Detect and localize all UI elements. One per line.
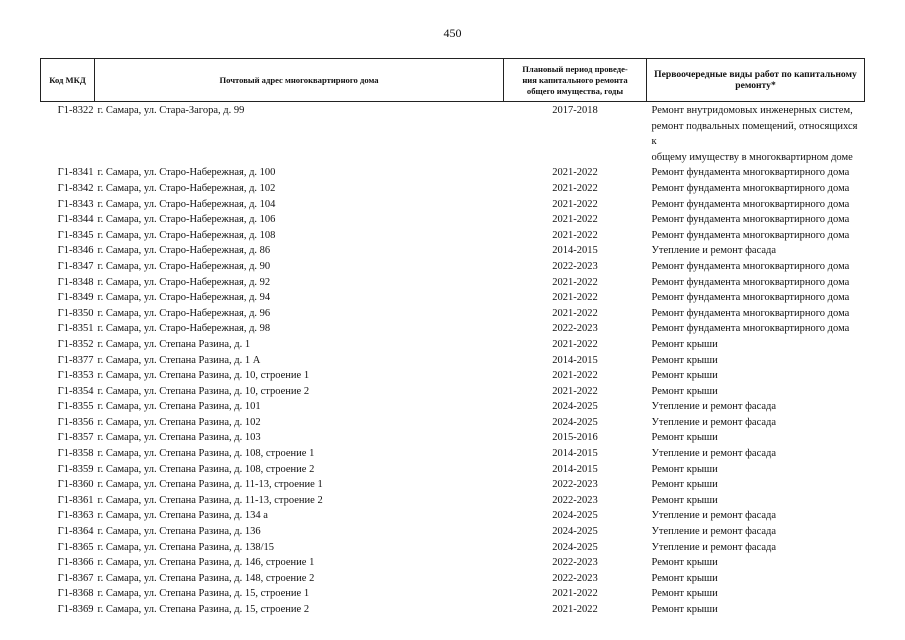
row-address: г. Самара, ул. Стара-Загора, д. 99 — [97, 105, 245, 116]
row-address: г. Самара, ул. Степана Разина, д. 11-13, строение 2 — [97, 494, 323, 506]
row-works — [647, 430, 865, 446]
row-period: 2022-2023 — [552, 479, 598, 491]
row-works-line: Ремонт крыши — [651, 385, 718, 397]
row-works-line: Ремонт фундамента многоквартирного дома — [651, 307, 850, 319]
header-works — [647, 59, 865, 102]
capital-repair-table — [40, 58, 865, 618]
header-row — [41, 59, 865, 102]
table-row — [41, 212, 865, 228]
table-row — [41, 243, 865, 259]
row-address: г. Самара, ул. Старо-Набережная, д. 98 — [97, 323, 271, 335]
header-period — [504, 59, 647, 102]
row-code: Г1-8343 — [57, 198, 94, 210]
table-row — [41, 399, 865, 415]
row-period: 2024-2025 — [552, 510, 598, 522]
row-code: Г1-8369 — [57, 604, 94, 615]
header-address: Почтовый адрес многоквартирного дома — [95, 59, 504, 102]
row-works-line: Ремонт крыши — [651, 572, 718, 584]
table-row — [41, 508, 865, 524]
table-row — [41, 602, 865, 618]
row-address: г. Самара, ул. Старо-Набережная, д. 94 — [97, 292, 271, 304]
row-period: 2024-2025 — [552, 526, 598, 538]
row-works — [647, 228, 865, 244]
row-period: 2021-2022 — [552, 182, 598, 194]
row-period: 2024-2025 — [552, 401, 598, 413]
row-period: 2021-2022 — [552, 229, 598, 241]
row-period: 2021-2022 — [552, 307, 598, 319]
row-works — [647, 290, 865, 306]
row-address: г. Самара, ул. Степана Разина, д. 108, строение 1 — [97, 448, 315, 460]
row-code: Г1-8368 — [57, 588, 94, 600]
row-works-line: Ремонт крыши — [651, 604, 718, 615]
row-works — [647, 243, 865, 259]
row-works-line: Утепление и ремонт фасада — [651, 526, 777, 538]
row-works-line: Ремонт крыши — [651, 354, 718, 366]
header-works-line: ремонту* — [735, 80, 776, 91]
row-code: Г1-8349 — [57, 292, 94, 304]
row-code: Г1-8322 — [57, 105, 94, 116]
header-works-line: Первоочередные виды работ по капитальному — [654, 69, 857, 80]
row-code: Г1-8359 — [57, 463, 94, 475]
row-works — [647, 555, 865, 571]
row-works-line: Ремонт фундамента многоквартирного дома — [651, 167, 850, 179]
table-row — [41, 384, 865, 400]
row-address: г. Самара, ул. Степана Разина, д. 138/15 — [97, 541, 275, 553]
table-row — [41, 462, 865, 478]
table-row — [41, 446, 865, 462]
row-works-line: Ремонт фундамента многоквартирного дома — [651, 260, 850, 272]
row-works-line: Ремонт крыши — [651, 370, 718, 382]
table-row — [41, 165, 865, 181]
table-row — [41, 493, 865, 509]
row-period: 2014-2015 — [552, 463, 598, 475]
row-works — [647, 353, 865, 369]
row-address: г. Самара, ул. Старо-Набережная, д. 92 — [97, 276, 271, 288]
row-works — [647, 165, 865, 181]
row-address: г. Самара, ул. Старо-Набережная, д. 90 — [97, 260, 271, 272]
table-row — [41, 555, 865, 571]
row-address: г. Самара, ул. Старо-Набережная, д. 106 — [97, 214, 276, 226]
row-address: г. Самара, ул. Степана Разина, д. 10, строение 1 — [97, 370, 310, 382]
row-works-line: Утепление и ремонт фасада — [651, 245, 777, 257]
row-works — [647, 102, 865, 166]
table-row — [41, 306, 865, 322]
row-works — [647, 524, 865, 540]
row-works-line: Ремонт крыши — [651, 588, 718, 600]
row-address: г. Самара, ул. Степана Разина, д. 10, строение 2 — [97, 385, 310, 397]
row-works-line: Ремонт фундамента многоквартирного дома — [651, 182, 850, 194]
row-period: 2022-2023 — [552, 323, 598, 335]
row-address: г. Самара, ул. Старо-Набережная, д. 108 — [97, 229, 276, 241]
row-code: Г1-8347 — [57, 260, 94, 272]
row-code: Г1-8354 — [57, 385, 94, 397]
row-address: г. Самара, ул. Степана Разина, д. 102 — [97, 416, 261, 428]
row-code: Г1-8350 — [57, 307, 94, 319]
table-row — [41, 197, 865, 213]
row-address: г. Самара, ул. Степана Разина, д. 15, строение 1 — [97, 588, 310, 600]
row-works — [647, 602, 865, 618]
row-code: Г1-8341 — [57, 167, 94, 179]
row-works-line: Утепление и ремонт фасада — [651, 416, 777, 428]
row-works — [647, 337, 865, 353]
row-works — [647, 275, 865, 291]
row-code: Г1-8348 — [57, 276, 94, 288]
row-works-line: общему имуществу в многоквартирном доме — [651, 151, 853, 163]
row-works-line: ремонт подвальных помещений, относящихся к — [651, 120, 858, 148]
row-code: Г1-8358 — [57, 448, 94, 460]
row-period: 2024-2025 — [552, 416, 598, 428]
row-code: Г1-8361 — [57, 494, 94, 506]
row-address: г. Самара, ул. Старо-Набережная, д. 100 — [97, 167, 276, 179]
row-works — [647, 415, 865, 431]
row-address: г. Самара, ул. Старо-Набережная, д. 102 — [97, 182, 276, 194]
table-row — [41, 415, 865, 431]
table-row — [41, 353, 865, 369]
row-works-line: Ремонт фундамента многоквартирного дома — [651, 323, 850, 335]
table-row — [41, 337, 865, 353]
row-code: Г1-8363 — [57, 510, 94, 522]
row-code: Г1-8366 — [57, 557, 94, 569]
row-code: Г1-8346 — [57, 245, 94, 257]
row-works-line: Ремонт крыши — [651, 557, 718, 569]
row-period: 2014-2015 — [552, 245, 598, 257]
row-period: 2021-2022 — [552, 198, 598, 210]
table-row — [41, 524, 865, 540]
table-row — [41, 275, 865, 291]
row-works-line: Ремонт крыши — [651, 479, 718, 491]
row-works-line: Утепление и ремонт фасада — [651, 401, 777, 413]
row-works — [647, 368, 865, 384]
row-works — [647, 181, 865, 197]
table-row — [41, 368, 865, 384]
row-works-line: Ремонт фундамента многоквартирного дома — [651, 292, 850, 304]
header-code: Код МКД — [41, 59, 95, 102]
row-address: г. Самара, ул. Старо-Набережная, д. 104 — [97, 198, 276, 210]
row-works — [647, 306, 865, 322]
row-works — [647, 493, 865, 509]
row-period: 2021-2022 — [552, 370, 598, 382]
row-address: г. Самара, ул. Степана Разина, д. 1 — [97, 338, 251, 350]
row-code: Г1-8342 — [57, 182, 94, 194]
row-period: 2021-2022 — [552, 214, 598, 226]
row-period: 2017-2018 — [552, 105, 598, 116]
row-period: 2021-2022 — [552, 338, 598, 350]
row-period: 2021-2022 — [552, 292, 598, 304]
table-row — [41, 259, 865, 275]
row-code: Г1-8357 — [57, 432, 94, 444]
table-row — [41, 290, 865, 306]
page-number: 450 — [443, 26, 462, 40]
row-period: 2015-2016 — [552, 432, 598, 444]
row-period: 2021-2022 — [552, 604, 598, 615]
row-address: г. Самара, ул. Старо-Набережная, д. 86 — [97, 245, 271, 257]
row-works — [647, 462, 865, 478]
row-works — [647, 586, 865, 602]
row-code: Г1-8360 — [57, 479, 94, 491]
row-works — [647, 508, 865, 524]
row-period: 2022-2023 — [552, 494, 598, 506]
row-period: 2021-2022 — [552, 385, 598, 397]
row-code: Г1-8367 — [57, 572, 94, 584]
table-row — [41, 540, 865, 556]
row-works-line: Утепление и ремонт фасада — [651, 448, 777, 460]
row-code: Г1-8353 — [57, 370, 94, 382]
row-works-line: Ремонт крыши — [651, 432, 718, 444]
row-address: г. Самара, ул. Степана Разина, д. 136 — [97, 526, 261, 538]
row-period: 2022-2023 — [552, 557, 598, 569]
row-works — [647, 197, 865, 213]
row-works-line: Ремонт крыши — [651, 494, 718, 506]
row-works-line: Утепление и ремонт фасада — [651, 541, 777, 553]
row-period: 2021-2022 — [552, 276, 598, 288]
row-period: 2014-2015 — [552, 448, 598, 460]
row-works — [647, 446, 865, 462]
row-works — [647, 321, 865, 337]
row-code: Г1-8345 — [57, 229, 94, 241]
table-body — [41, 102, 865, 618]
row-code: Г1-8377 — [57, 354, 94, 366]
table-row — [41, 430, 865, 446]
row-works-line: Ремонт крыши — [651, 463, 718, 475]
row-code: Г1-8355 — [57, 401, 94, 413]
row-code: Г1-8352 — [57, 338, 94, 350]
row-address: г. Самара, ул. Степана Разина, д. 103 — [97, 432, 261, 444]
header-period-line: общего имущества, годы — [526, 85, 624, 96]
row-works — [647, 571, 865, 587]
row-period: 2022-2023 — [552, 260, 598, 272]
row-works-line: Ремонт фундамента многоквартирного дома — [651, 198, 850, 210]
table-row — [41, 477, 865, 493]
row-works — [647, 477, 865, 493]
row-works-line: Ремонт внутридомовых инженерных систем, — [651, 105, 853, 116]
table-row — [41, 102, 865, 166]
row-period: 2021-2022 — [552, 588, 598, 600]
row-address: г. Самара, ул. Старо-Набережная, д. 96 — [97, 307, 271, 319]
table-header — [41, 59, 865, 102]
row-address: г. Самара, ул. Степана Разина, д. 148, строение 2 — [97, 572, 315, 584]
row-address: г. Самара, ул. Степана Разина, д. 1 А — [97, 354, 261, 366]
row-address: г. Самара, ул. Степана Разина, д. 134 а — [97, 510, 268, 522]
table-row — [41, 228, 865, 244]
row-code: Г1-8344 — [57, 214, 94, 226]
row-address: г. Самара, ул. Степана Разина, д. 108, строение 2 — [97, 463, 315, 475]
header-period-line: ния капитального ремонта — [522, 74, 628, 85]
row-address: г. Самара, ул. Степана Разина, д. 15, строение 2 — [97, 604, 310, 615]
row-period: 2024-2025 — [552, 541, 598, 553]
table-row — [41, 571, 865, 587]
row-works — [647, 212, 865, 228]
row-address: г. Самара, ул. Степана Разина, д. 146, строение 1 — [97, 557, 315, 569]
row-works — [647, 540, 865, 556]
row-works-line: Ремонт фундамента многоквартирного дома — [651, 214, 850, 226]
row-works — [647, 399, 865, 415]
row-works-line: Ремонт фундамента многоквартирного дома — [651, 229, 850, 241]
row-code: Г1-8351 — [57, 323, 94, 335]
row-period: 2021-2022 — [552, 167, 598, 179]
table-row — [41, 586, 865, 602]
row-address: г. Самара, ул. Степана Разина, д. 101 — [97, 401, 261, 413]
row-works-line: Ремонт фундамента многоквартирного дома — [651, 276, 850, 288]
table-row — [41, 181, 865, 197]
row-works-line: Ремонт крыши — [651, 338, 718, 350]
table-row — [41, 321, 865, 337]
row-works — [647, 259, 865, 275]
row-code: Г1-8356 — [57, 416, 94, 428]
row-period: 2022-2023 — [552, 572, 598, 584]
row-works-line: Утепление и ремонт фасада — [651, 510, 777, 522]
header-period-line: Плановый период проведе- — [522, 63, 628, 74]
row-works — [647, 384, 865, 400]
row-code: Г1-8364 — [57, 526, 94, 538]
row-code: Г1-8365 — [57, 541, 94, 553]
row-period: 2014-2015 — [552, 354, 598, 366]
row-address: г. Самара, ул. Степана Разина, д. 11-13, строение 1 — [97, 479, 323, 491]
